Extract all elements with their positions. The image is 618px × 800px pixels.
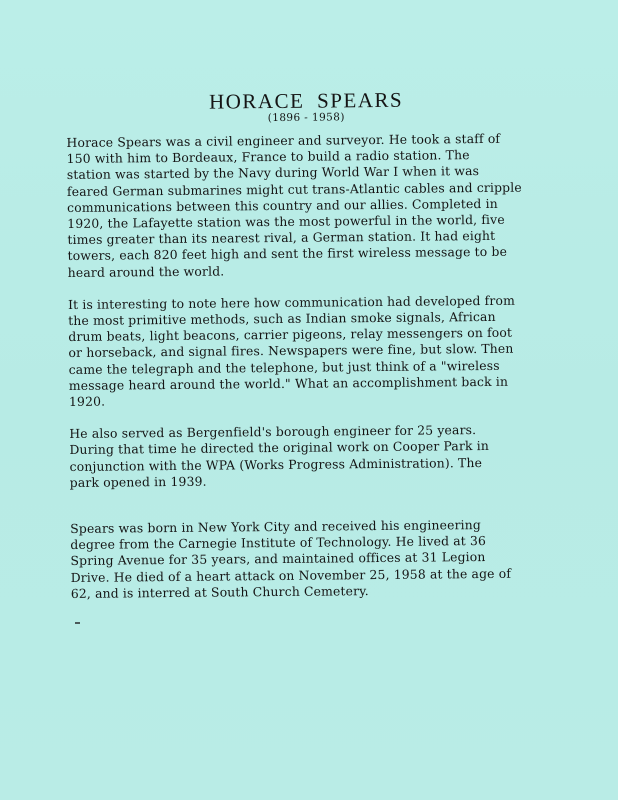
paragraph-borough-engineer: He also served as Bergenfield's borough engineer for 25 years. During that time he directed the original work on Cooper Park in conjunction with the WPA (Works Progress Administration). The park opened in 1939. [69, 422, 490, 490]
life-dates: (1896 - 1958) [267, 111, 345, 125]
paragraph-biography: Spears was born in New York City and received his engineering degree from the Carnegie Institute of Technology. He lived at 36 Spring Avenue for 35 years, and maintained offices at 31 Legion Drive. He died of a heart attack on November 25, 1958 at the age of 62, and is interred at South Church Cemetery. [70, 517, 512, 601]
biography-document [66, 87, 591, 618]
paragraph-communication-history: It is interesting to note here how communication had developed from the most primitive methods, such as Indian smoke signals, African drum beats, light beacons, carrier pigeons, relay messengers on foot or horseback, and signal fires. Newspapers were fine, but slow. Then came the telegraph and the telephone, but just think of a "wireless message heard around the world." What an accomplishment back in 1920. [67, 292, 516, 410]
document-title: HORACE SPEARS [208, 87, 404, 114]
paragraph-radio-station: Horace Spears was a civil engineer and surveyor. He took a staff of 150 with him to Bordeaux, France to build a radio station. The station was started by the Navy during World War I when it was feared German submarines might cut trans-Atlantic cables and cripple communications between this country and our allies. Completed in 1920, the Lafayette station was the most powerful in the world, five times greater than its nearest rival, a German station. It had eight towers, each 820 feet high and sent the first wireless message to be heard around the world. [66, 130, 522, 280]
scan-speck [75, 622, 80, 624]
